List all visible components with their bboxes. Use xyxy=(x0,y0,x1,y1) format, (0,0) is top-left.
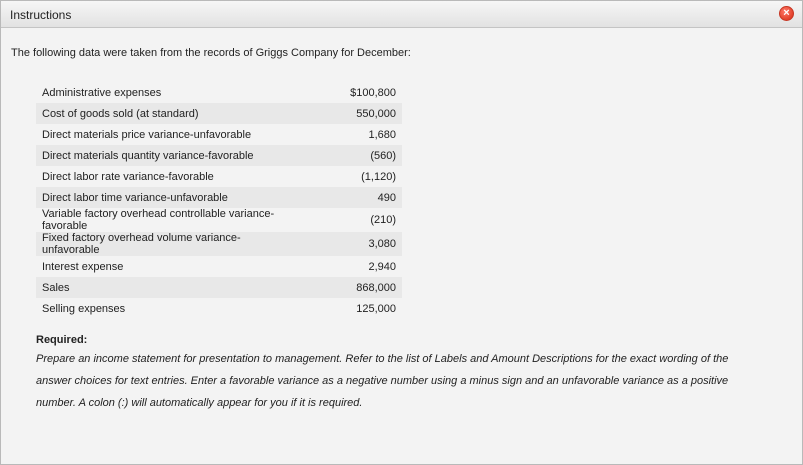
row-label: Cost of goods sold (at standard) xyxy=(36,103,300,124)
row-amount: 3,080 xyxy=(300,232,402,256)
row-label: Direct labor time variance-unfavorable xyxy=(36,187,300,208)
required-heading: Required: xyxy=(36,334,88,346)
window-title: Instructions xyxy=(10,8,72,22)
table-row xyxy=(36,145,402,166)
table-row xyxy=(36,82,402,103)
row-label: Interest expense xyxy=(36,256,300,277)
table-row xyxy=(36,277,402,298)
row-label: Direct materials price variance-unfavorable xyxy=(36,124,300,145)
row-amount: 868,000 xyxy=(300,277,402,298)
row-label: Direct materials quantity variance-favorable xyxy=(36,145,300,166)
table-row xyxy=(36,208,402,232)
row-amount: (210) xyxy=(300,208,402,232)
row-amount: (560) xyxy=(300,145,402,166)
row-label: Fixed factory overhead volume variance-unfavorable xyxy=(36,232,300,256)
close-icon[interactable]: × xyxy=(779,6,794,21)
row-amount: (1,120) xyxy=(300,166,402,187)
table-row xyxy=(36,124,402,145)
row-amount: 1,680 xyxy=(300,124,402,145)
table-row xyxy=(36,166,402,187)
row-amount: 550,000 xyxy=(300,103,402,124)
table-row xyxy=(36,187,402,208)
table-row xyxy=(36,298,402,319)
table-row xyxy=(36,232,402,256)
required-text: Prepare an income statement for presentation to management. Refer to the list of Labels and Amount Descriptions for the exact wording of the answer choices for text entries. Enter a favorable variance as a negative number using a minus sign and an unfavorable variance as a positive number. A colon (:) will automatically appear for you if it is required. xyxy=(36,353,729,409)
row-amount: 2,940 xyxy=(300,256,402,277)
row-label: Selling expenses xyxy=(36,298,300,319)
row-amount: $100,800 xyxy=(300,82,402,103)
title-bar xyxy=(1,1,802,28)
row-label: Sales xyxy=(36,277,300,298)
row-label: Variable factory overhead controllable variance-favorable xyxy=(36,208,300,232)
row-amount: 490 xyxy=(300,187,402,208)
row-label: Direct labor rate variance-favorable xyxy=(36,166,300,187)
intro-text: The following data were taken from the records of Griggs Company for December: xyxy=(11,47,411,59)
row-label: Administrative expenses xyxy=(36,82,300,103)
table-row xyxy=(36,103,402,124)
table-row xyxy=(36,256,402,277)
data-table xyxy=(36,82,402,319)
row-amount: 125,000 xyxy=(300,298,402,319)
